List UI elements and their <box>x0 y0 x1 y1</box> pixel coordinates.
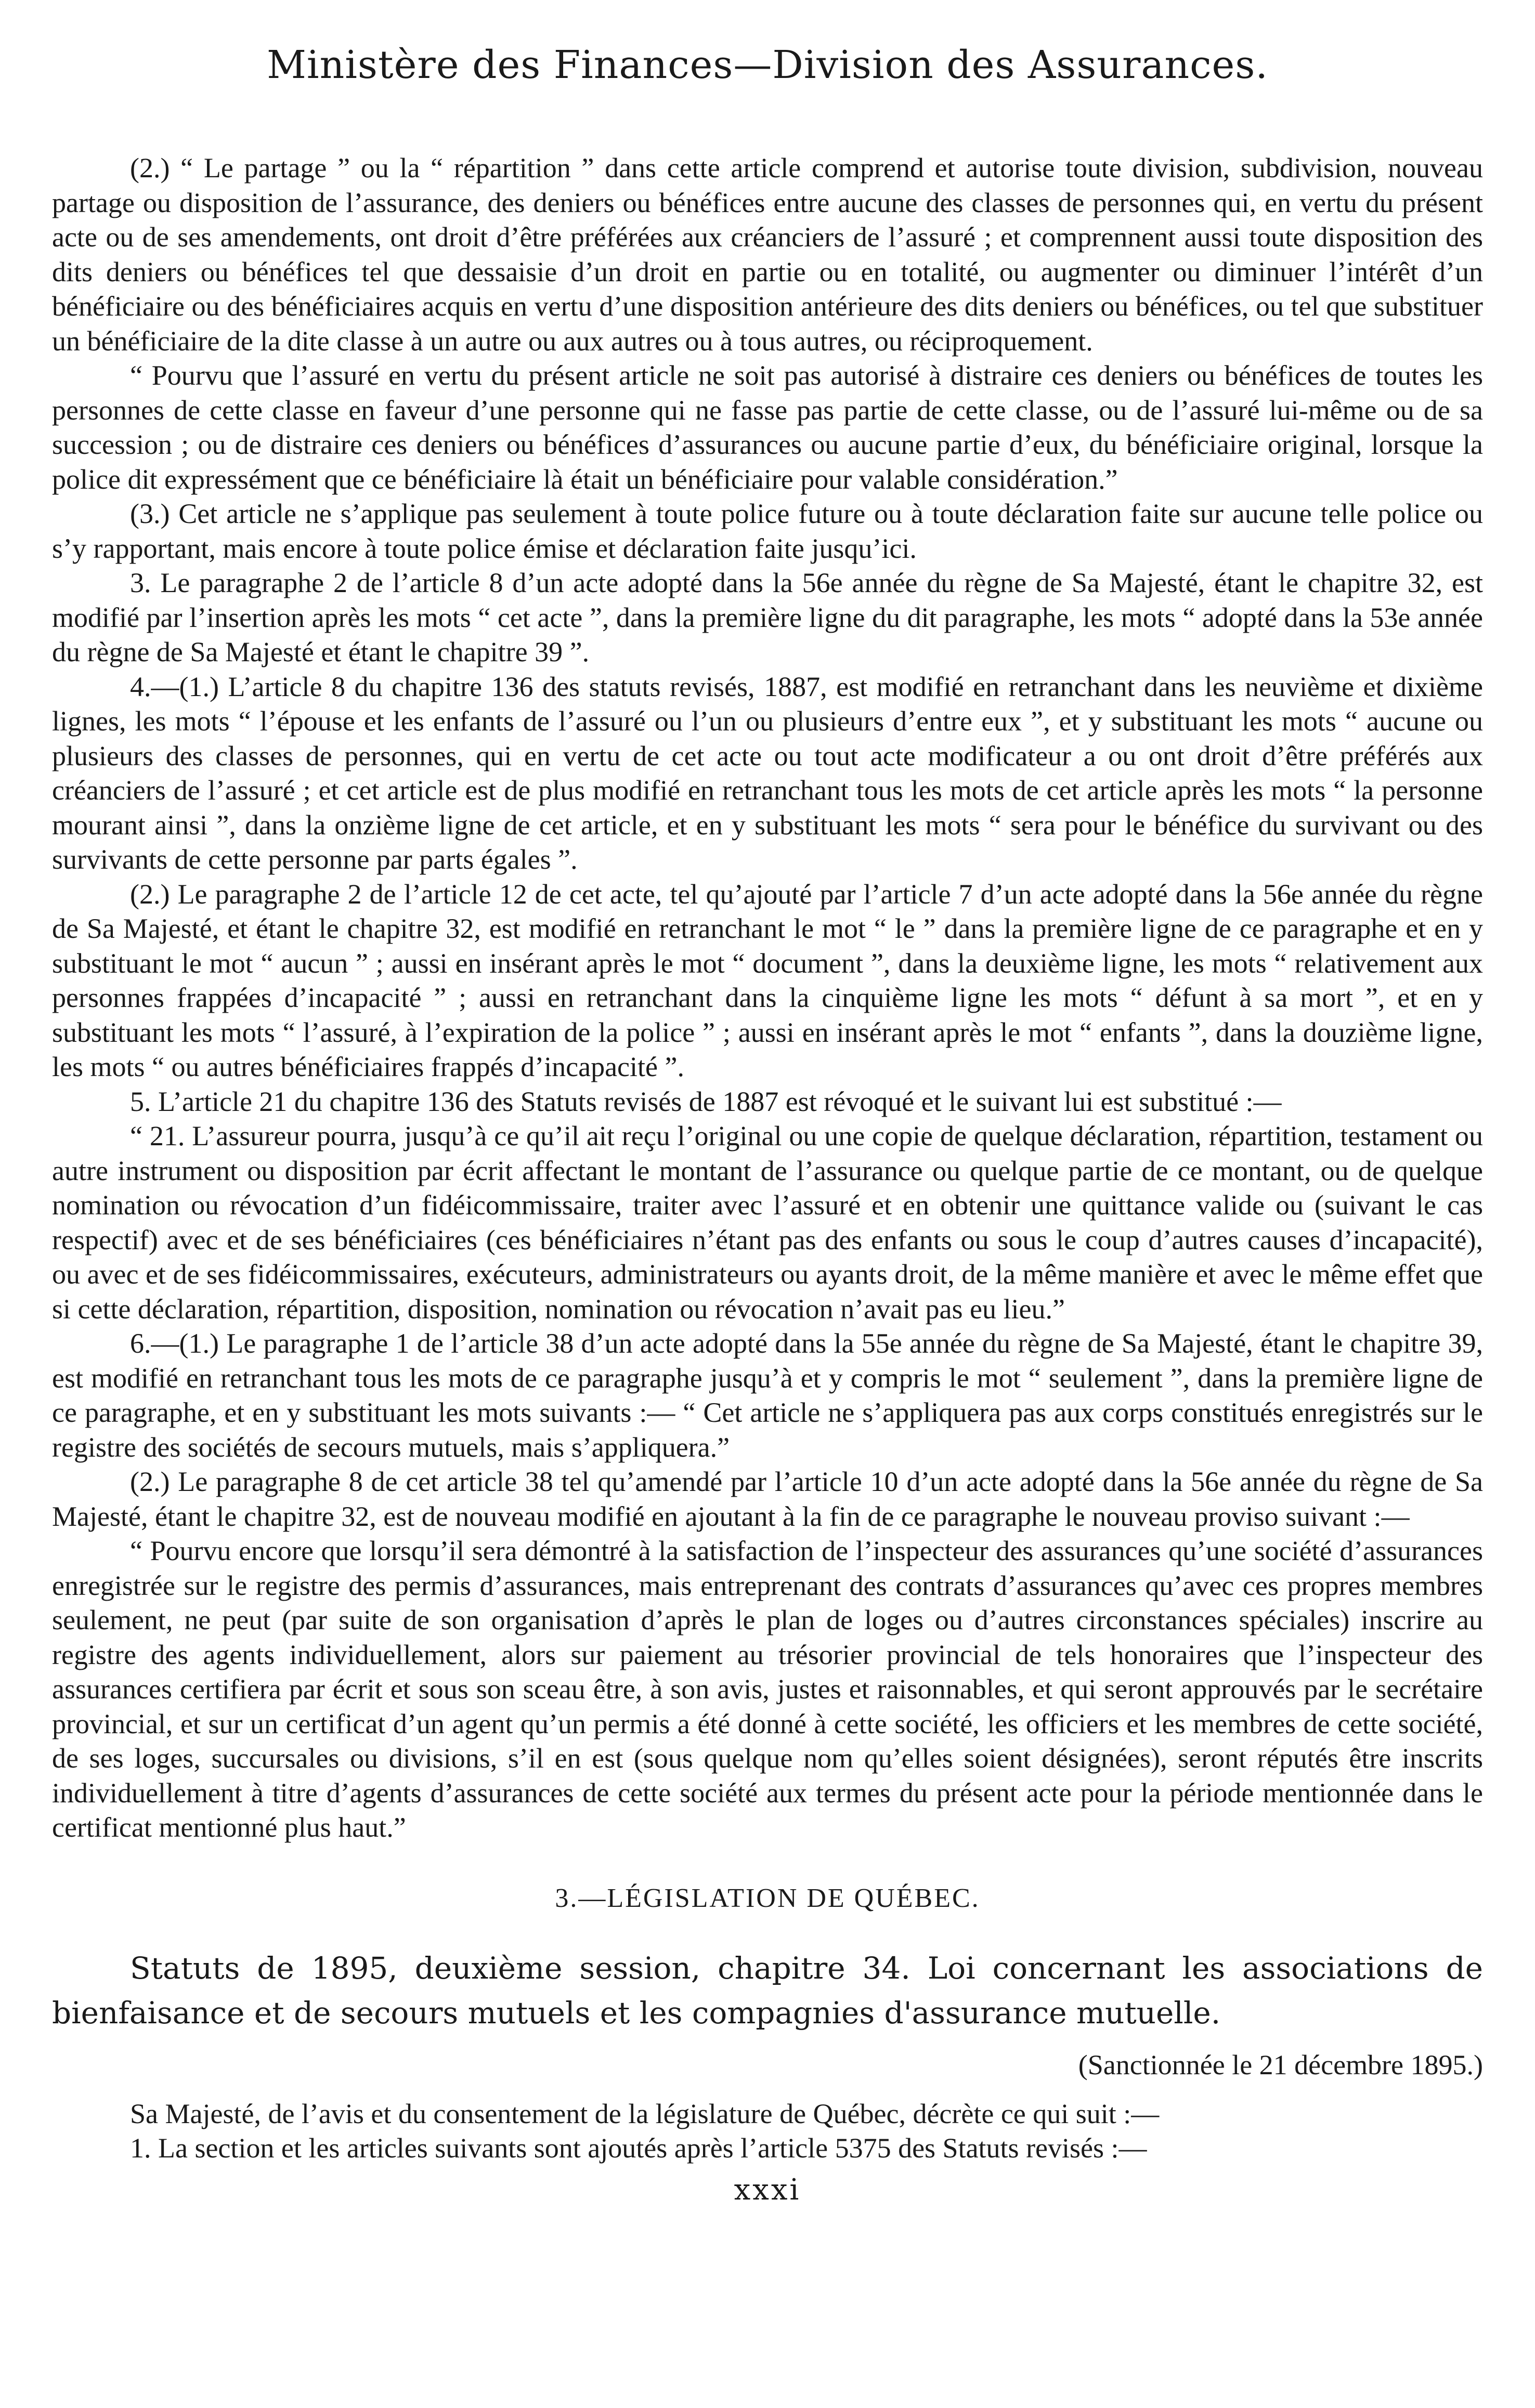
paragraph: “ Pourvu encore que lorsqu’il sera démontré à la satisfaction de l’inspecteur des assurances qu’une société d’assurances enregistrée sur le registre des permis d’assurances, mais entreprenant des contrats d’assurances qu’avec ces propres membres seulement, ne peut (par suite de son organisation d’après le plan de loges ou d’autres circonstances spéciales) inscrire au registre des agents individuellement, alors sur paiement au trésorier provincial de tels honoraires que l’inspecteur des assurances certifiera par écrit et sous son sceau être, à son avis, justes et raisonnables, et qui seront approuvés par le secrétaire provincial, et sur un certificat d’un agent qu’un permis a été donné à cette société, les officiers et les membres de cette société, de ses loges, succursales ou divisions, s’il en est (sous quelque nom qu’elles soient désignées), seront réputés être inscrits individuellement à titre d’agents d’assurances de cette société aux termes du présent acte pour la période mentionnée dans le certificat mentionné plus haut.” <box>52 1535 1483 1843</box>
sanction-date: (Sanctionnée le 21 décembre 1895.) <box>1078 2049 1483 2080</box>
paragraph: “ 21. L’assureur pourra, jusqu’à ce qu’il ait reçu l’original ou une copie de quelque déclaration, répartition, testament ou autre instrument ou disposition par écrit affectant le montant de l’assurance ou quelque partie de ce montant, ou de quelque nomination ou révocation d’un fidéicommissaire, traiter avec l’assuré et en obtenir une quittance valide ou (suivant le cas respectif) avec et de ses bénéficiaires (ces bénéficiaires n’étant pas des enfants ou sous le coup d’autres causes d’incapacité), ou avec et de ses fidéicommissaires, exécuteurs, administrateurs ou ayants droit, de la même manière et avec le même effet que si cette déclaration, répartition, disposition, nomination ou révocation n’avait pas eu lieu.” <box>52 1120 1483 1325</box>
body-text-top <box>52 151 1483 1845</box>
paragraph: 6.—(1.) Le paragraphe 1 de l’article 38 d’un acte adopté dans la 55e année du règne de Sa Majesté, étant le chapitre 39, est modifié en retranchant tous les mots de ce paragraphe jusqu’à et y compris le mot “ seulement ”, dans la première ligne de ce paragraphe, et en y substituant les mots suivants :— “ Cet article ne s’appliquera pas aux corps constitués enregistrés sur le registre des sociétés de secours mutuels, mais s’appliquera.” <box>52 1328 1483 1463</box>
page-number: xxxi <box>734 2173 801 2207</box>
paragraph: 4.—(1.) L’article 8 du chapitre 136 des statuts revisés, 1887, est modifié en retranchant dans les neuvième et dixième lignes, les mots “ l’épouse et les enfants de l’assuré ou l’un ou plusieurs d’entre eux ”, et y substituant les mots “ aucune ou plusieurs des classes de personnes, qui en vertu de cet acte ou tout acte modificateur a ou ont droit d’être préférés aux créanciers de l’assuré ; et cet article est de plus modifié en retranchant tous les mots de cet article après les mots “ la personne mourant ainsi ”, dans la onzième ligne de cet article, et en y substituant les mots “ sera pour le bénéfice du survivant ou des survivants de cette personne par parts égales ”. <box>52 671 1483 875</box>
paragraph: (2.) “ Le partage ” ou la “ répartition ” dans cette article comprend et autorise toute division, subdivision, nouveau partage ou disposition de l’assurance, des deniers ou bénéfices entre aucune des classes de personnes qui, en vertu du présent acte ou de ses amendements, ont droit d’être préférées aux créanciers de l’assuré ; et comprennent aussi toute disposition des dits deniers ou bénéfices tel que dessaisie d’un droit en partie ou en totalité, ou augmenter ou diminuer l’intérêt d’un bénéficiaire ou des bénéficiaires acquis en vertu d’une disposition antérieure des dits deniers ou bénéfices, ou tel que substituer un bénéficiaire de la dite classe à un autre ou aux autres ou à tous autres, ou réciproquement. <box>52 152 1483 357</box>
running-head: Ministère des Finances—Division des Assurances. <box>267 43 1268 87</box>
paragraph: Sa Majesté, de l’avis et du consentement de la législature de Québec, décrète ce qui suit :— <box>130 2098 1160 2129</box>
paragraph: “ Pourvu que l’assuré en vertu du présent article ne soit pas autorisé à distraire ces deniers ou bénéfices de toutes les personnes de cette classe en faveur d’une personne qui ne fasse pas partie de cette classe, ou de l’assuré lui-même ou de sa succession ; ou de distraire ces deniers ou bénéfices d’assurances ou aucune partie d’eux, du bénéficiaire original, lorsque la police dit expressément que ce bénéficiaire là était un bénéficiaire pour valable considération.” <box>52 360 1483 495</box>
paragraph: (2.) Le paragraphe 8 de cet article 38 tel qu’amendé par l’article 10 d’un acte adopté dans la 56e année du règne de Sa Majesté, étant le chapitre 32, est de nouveau modifié en ajoutant à la fin de ce paragraphe le nouveau proviso suivant :— <box>52 1466 1483 1532</box>
statute-title: Statuts de 1895, deuxième session, chapitre 34. Loi concernant les associations de bienfaisance et de secours mutuels et les compagnies d'assurance mutuelle. <box>52 1950 1483 2031</box>
paragraph: 3. Le paragraphe 2 de l’article 8 d’un acte adopté dans la 56e année du règne de Sa Majesté, étant le chapitre 32, est modifié par l’insertion après les mots “ cet acte ”, dans la première ligne du dit paragraphe, les mots “ adopté dans la 53e année du règne de Sa Majesté et étant le chapitre 39 ”. <box>52 567 1483 668</box>
body-text-bottom <box>52 2097 1483 2166</box>
paragraph: (2.) Le paragraphe 2 de l’article 12 de cet acte, tel qu’ajouté par l’article 7 d’un acte adopté dans la 56e année du règne de Sa Majesté, et étant le chapitre 32, est modifié en retranchant le mot “ le ” dans la première ligne de ce paragraphe et en y substituant le mot “ aucun ” ; aussi en insérant après le mot “ document ”, dans la deuxième ligne, les mots “ relativement aux personnes frappées d’incapacité ” ; aussi en retranchant dans la cinquième ligne les mots “ défunt à sa mort ”, et en y substituant les mots “ l’assuré, à l’expiration de la police ” ; aussi en insérant après le mot “ enfants ”, dans la douzième ligne, les mots “ ou autres bénéficiaires frappés d’incapacité ”. <box>52 878 1483 1082</box>
document-page <box>52 36 1483 2391</box>
paragraph: 5. L’article 21 du chapitre 136 des Statuts revisés de 1887 est révoqué et le suivant lui est substitué :— <box>130 1085 1282 1117</box>
paragraph: (3.) Cet article ne s’applique pas seulement à toute police future ou à toute déclaration faite sur aucune telle police ou s’y rapportant, mais encore à toute police émise et déclaration faite jusqu’ici. <box>52 498 1483 564</box>
paragraph: 1. La section et les articles suivants sont ajoutés après l’article 5375 des Statuts revisés :— <box>130 2132 1147 2164</box>
section-heading: 3.—LÉGISLATION DE QUÉBEC. <box>555 1883 980 1913</box>
